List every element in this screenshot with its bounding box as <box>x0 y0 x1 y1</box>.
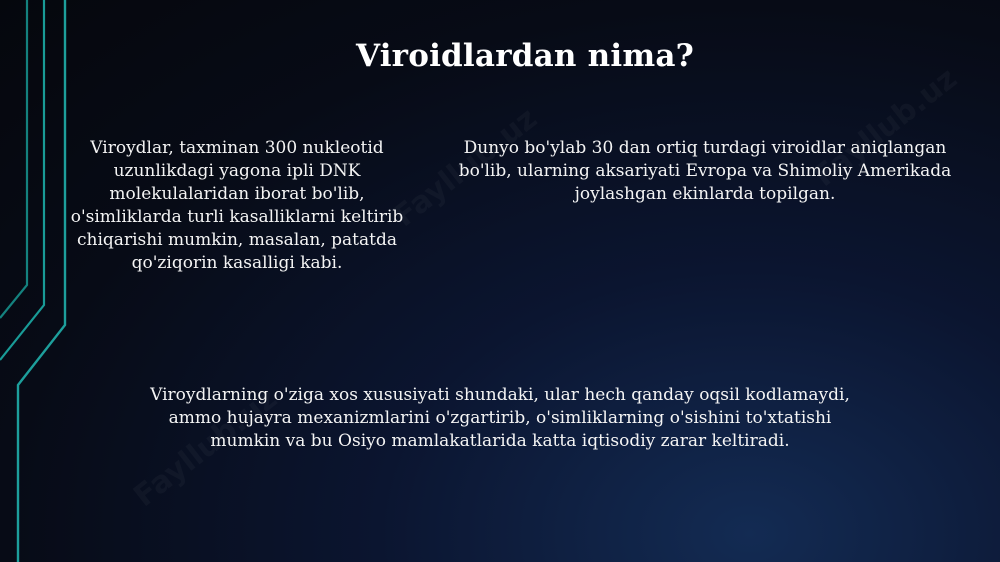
right-paragraph: Dunyo bo'ylab 30 dan ortiq turdagi viroidlar aniqlangan bo'lib, ularning aksariyati Evropa va Shimoliy Amerikada joylashgan ekinlarda topilgan. <box>458 138 952 204</box>
bottom-paragraph: Viroydlarning o'ziga xos xususiyati shundaki, ular hech qanday oqsil kodlamaydi, ammo hujayra mexanizmlarini o'zgartirib, o'simliklarning o'sishini to'xtatishi mumkin va bu Osiyo mamlakatlarida katta iqtisodiy zarar keltiradi. <box>150 385 850 451</box>
left-paragraph: Viroydlar, taxminan 300 nukleotid uzunlikdagi yagona ipli DNK molekulalaridan iborat bo'lib, o'simliklarda turli kasalliklarni keltirib chiqarishi mumkin, masalan, patatda qo'ziqorin kasalligi kabi. <box>70 138 404 273</box>
slide-title: Viroidlardan nima? <box>355 38 694 74</box>
decorative-teal-lines <box>0 0 90 562</box>
